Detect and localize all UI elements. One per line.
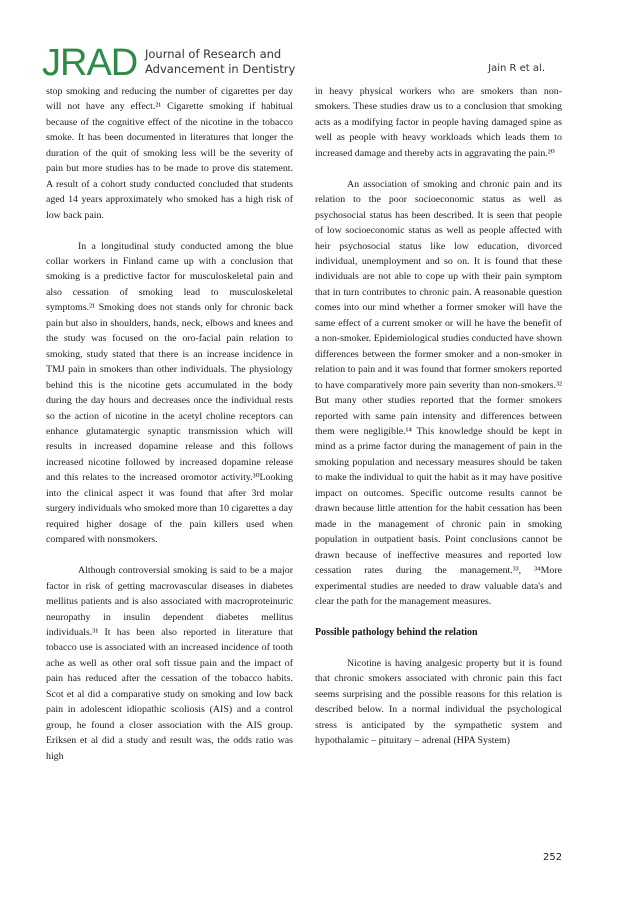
left-column [46,84,293,780]
paragraph: Although controversial smoking is said to be a major factor in risk of getting macrovascular diseases in diabetes mellitus patients and is also associated with macroproteinuric neuropathy in insulin dependent diabetes mellitus individuals.³¹ It has been also reported in literature that tobacco use is associated with an increased incidence of tooth ache as well as other oral soft tissue pain and the impact of pain has reduced after the cessation of the tobacco habits. Scot et al did a comparative study on smoking and low back pain in adolescent idiopathic scoliosis (AIS) and a control group, he found a closer association with the AIS group. Eriksen et al did a study and result was, the odds ratio was high [46,565,293,762]
journal-title-line-1: Journal of Research and [145,47,282,61]
paragraph: An association of smoking and chronic pain and its relation to the poor socioeconomic status as well as psychosocial status has been described. It is seen that people of low socioeconomic status as well as people affected with heir psychosocial status like low education, divorced individual, unemployment and so on. It is found that these individuals are not able to cope up with their pain symptom that in turn contributes to chronic pain. A reasonable question comes into our mind whether a former smoker will have the same effect of a current smoker or will he have the benefit of a non-smoker. Epidemiological studies conducted have shown differences between the former smoker and a non-smoker in relation to pain and it was found that former smokers reported to have comparatively more pain severity than non-smokers.³² But many other studies reported that the former smokers reported with same pain intensity and differences between them were negligible.¹⁴ This knowledge should be kept in mind as a prime factor during the management of pain in the smoking population and necessary measures should be taken to make the individual to quit the habit as it may have positive impact on outcomes. Specific outcome results cannot be drawn because little attention for the habit cessation has been made in the management of chronic pain in smoking population in outpatient basis. Point conclusions cannot be drawn because of ineffective measures and reported low cessation rates during the management.³³, ³⁴More experimental studies are needed to draw valuable data's and clear the path for the management measures. [315,178,562,607]
journal-title-line-2: Advancement in Dentistry [145,62,296,76]
paragraph: stop smoking and reducing the number of cigarettes per day will not have any effect.²¹ Cigarette smoking if habitual because of the cognitive effect of the nicotine in the tobacco smoke. It has been documented in literatures that longer the duration of the quit of smoking less will be the severity of pain but more studies has to be made to prove dis statement. A result of a cohort study conducted concluded that students aged 14 years approximately who smoked has a high risk of low back pain. [46,86,293,221]
page-header [0,0,638,90]
paragraph: In a longitudinal study conducted among the blue collar workers in Finland came up with a conclusion that smoking is a predictive factor for musculoskeletal pain and also cessation of smoking lead to musculoskeletal symptoms.²¹ Smoking does not stands only for chronic back pain but also in shoulders, hands, neck, elbows and knees and the study was focused on the oro-facial pain relation to smoking, study stated that there is an increase incidence in TMJ pain in smokers than other individuals. The physiology behind this is the nicotine gets accumulated in the body during the day hours and decreases once the individual rests so the action of nicotine in the acetyl choline receptors can enhance glutamatergic synaptic transmission which will results in increased dopamine release and this follows increased nicotine followed by increased dopamine release and this relates to the increased oromotor activity.³⁰Looking into the clinical aspect it was found that after 3rd molar surgery individuals who smoked more than 10 cigarettes a day required higher dosage of the pain killers used when compared with nonsmokers. [46,240,293,546]
page-number: 252 [543,852,563,863]
journal-title [145,47,295,77]
right-column [315,84,562,764]
section-heading: Possible pathology behind the relation [315,626,478,638]
paragraph: in heavy physical workers who are smokers than non-smokers. These studies draw us to a conclusion that smoking acts as a modifying factor in people having damaged spine as well as people with heavy workloads which leads them to increased damage and thereby acts in aggravating the pain.²⁰ [315,86,562,159]
journal-logo: JRAD [42,42,138,84]
running-author: Jain R et al. [488,63,545,74]
paragraph: Nicotine is having analgesic property but it is found that chronic smokers associated with chronic pain this fact seems surprising and the possible reasons for this relation is described below. In a normal individual the psychological stress is anticipated by the sympathetic system and hypothalamic – pituitary – adrenal (HPA System) [315,657,562,747]
